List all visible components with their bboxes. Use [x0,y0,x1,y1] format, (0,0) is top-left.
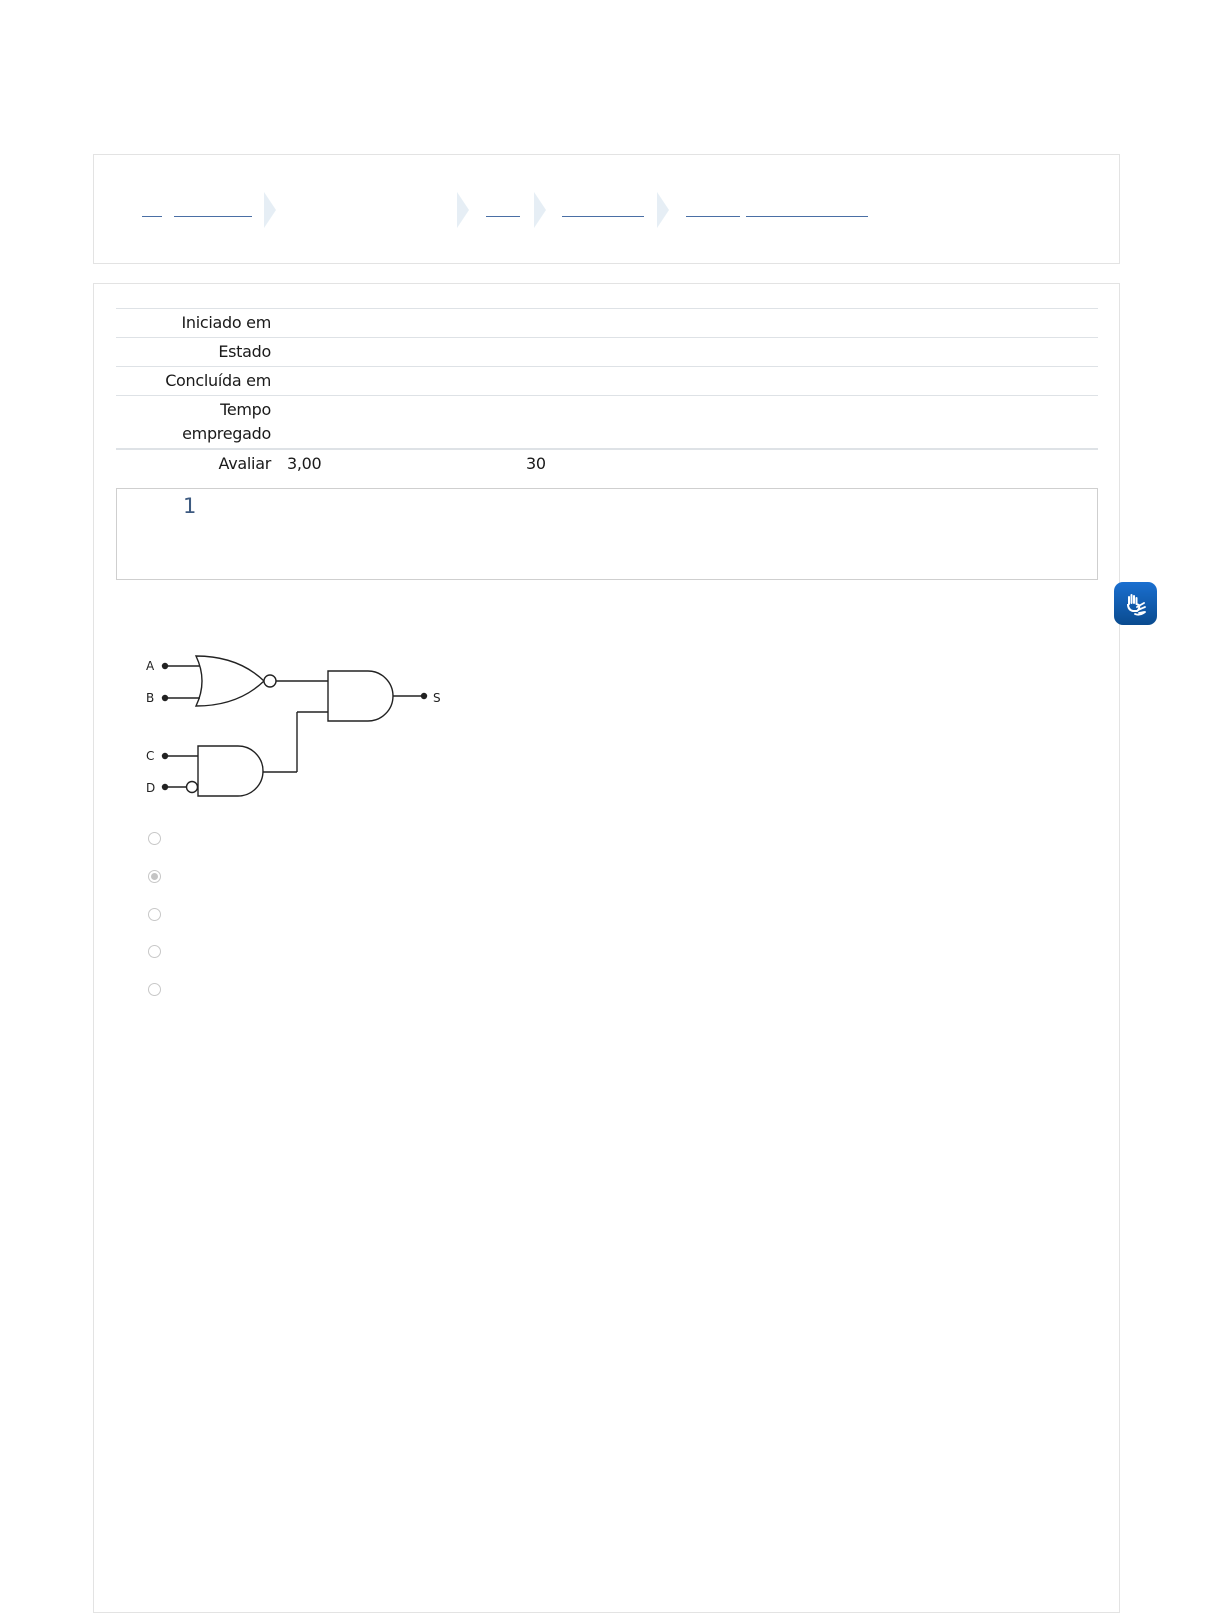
summary-row-started [116,308,1098,337]
input-label-d: D [146,781,156,795]
sign-language-hands-icon [1123,591,1149,617]
summary-label: Estado [218,342,271,361]
accessibility-button[interactable] [1114,582,1157,625]
breadcrumb-link-1[interactable] [142,216,162,217]
breadcrumb-link-5[interactable] [686,216,740,217]
breadcrumb-link-3[interactable] [486,216,520,217]
answer-option-e-radio[interactable] [148,983,161,996]
quiz-review-card [93,283,1120,1613]
grade-max: 30 [526,454,546,473]
question-info-box [116,488,1098,580]
breadcrumb-separator-icon [534,192,546,228]
attempt-summary-table [116,308,1098,478]
summary-label: Concluída em [165,371,271,390]
grade-value: 3,00 [287,454,322,473]
breadcrumb-card [93,154,1120,264]
summary-row-grade [116,448,1098,478]
summary-label: Avaliar [218,454,271,473]
answer-option-a-radio[interactable] [148,832,161,845]
summary-label: Tempo empregado [182,400,271,443]
breadcrumb-link-4[interactable] [562,216,644,217]
summary-row-state [116,337,1098,366]
answer-option-c-radio[interactable] [148,908,161,921]
breadcrumb-separator-icon [264,192,276,228]
summary-row-time-taken [116,395,1098,448]
input-label-b: B [146,691,155,705]
summary-row-completed [116,366,1098,395]
breadcrumb-link-2[interactable] [174,216,252,217]
input-label-a: A [146,659,155,673]
logic-circuit-diagram [138,648,458,808]
summary-label: Iniciado em [181,313,271,332]
breadcrumb-separator-icon [457,192,469,228]
answer-option-b-radio[interactable] [148,870,161,883]
breadcrumb-link-6[interactable] [746,216,868,217]
input-label-c: C [146,749,155,763]
question-number: 1 [183,494,197,518]
breadcrumb-separator-icon [657,192,669,228]
output-label-s: S [433,691,441,705]
answer-option-d-radio[interactable] [148,945,161,958]
